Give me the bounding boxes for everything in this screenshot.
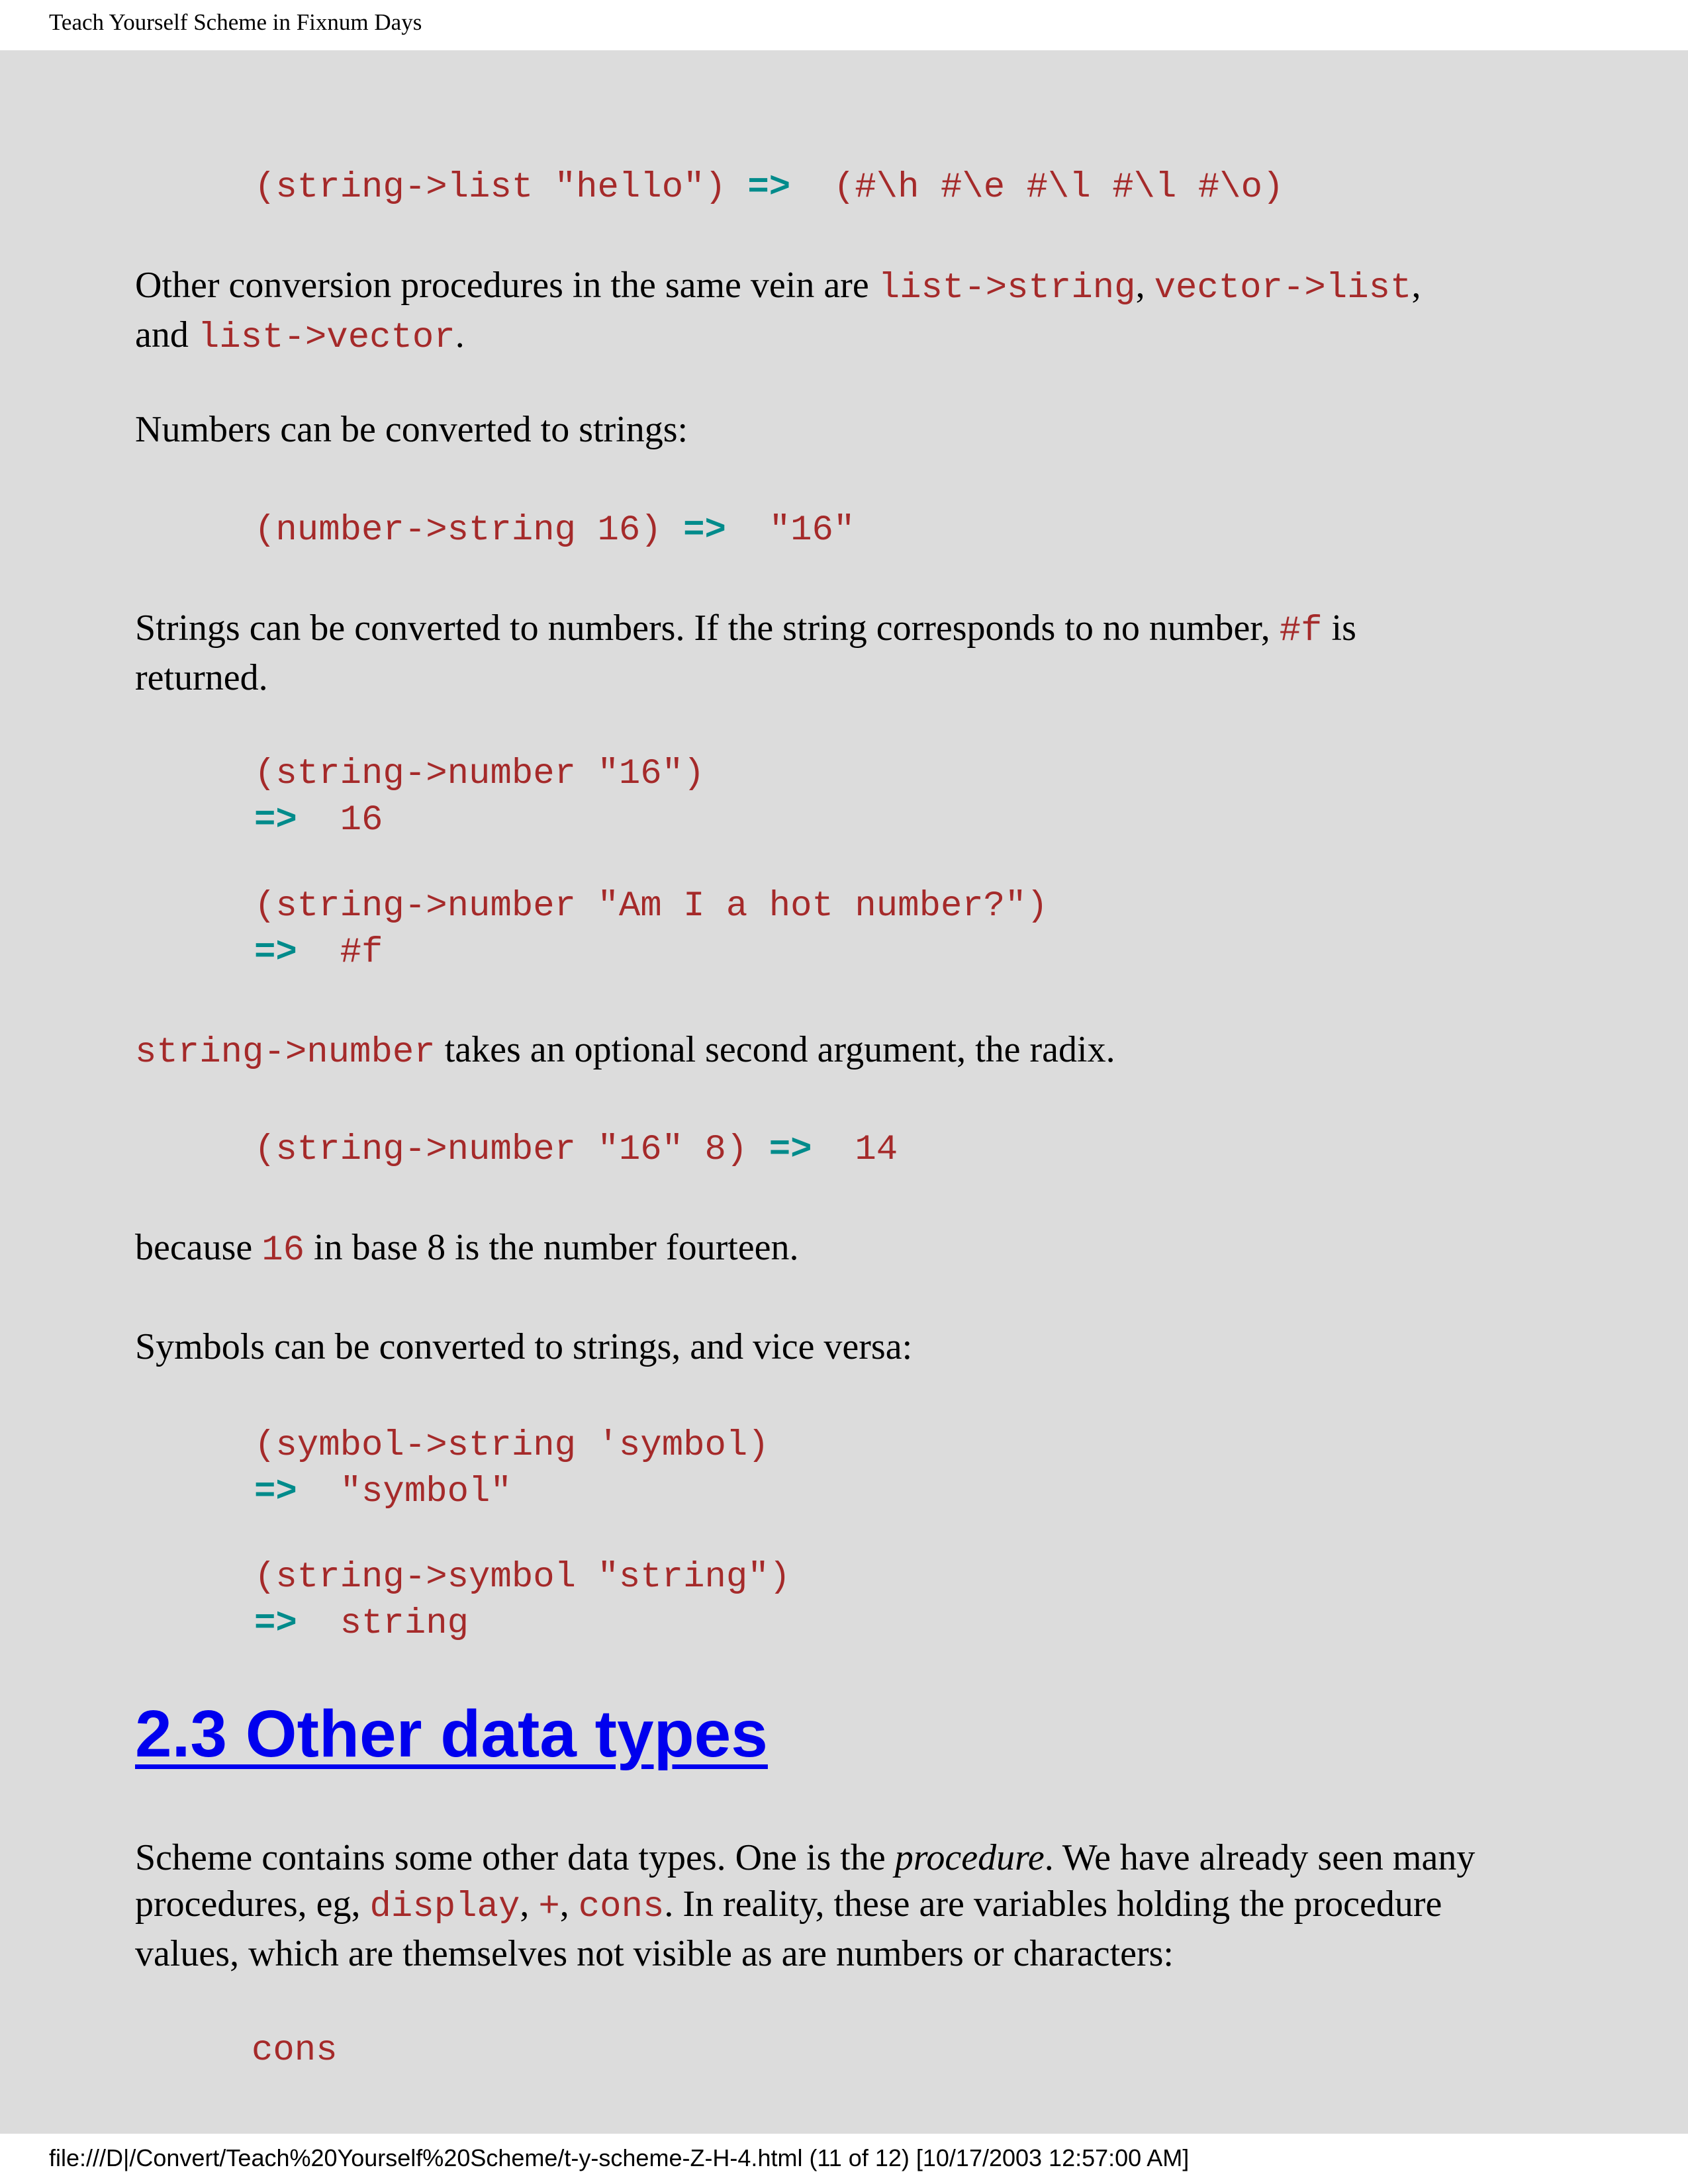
evaluates-to-arrow: => [683,510,726,551]
code-result: 14 [855,1130,898,1170]
paragraph-text: in base 8 is the number fourteen. [305,1227,799,1268]
paragraph-text: , [1411,265,1421,306]
code-string-to-number-radix [254,1127,898,1173]
paragraph-text: . In reality, these are variables holding the procedure [664,1884,1442,1925]
inline-code: list->string [878,268,1136,308]
code-expression: (string->symbol "string") [254,1557,791,1598]
code-expression: (string->number "16" 8) [254,1130,748,1170]
section-heading-link[interactable]: 2.3 Other data types [135,1697,768,1771]
paragraph-base-8 [135,1224,1558,1274]
paragraph-text: procedures, eg, [135,1884,370,1925]
paragraph-text: , [520,1884,539,1925]
code-string-to-symbol [254,1555,790,1647]
inline-code: string->number [135,1032,436,1073]
code-expression: (string->number "Am I a hot number?") [254,886,1048,927]
code-string-to-list [254,165,1284,211]
paragraph-text: . [455,314,465,355]
paragraph-conversion-procedures [135,262,1558,361]
paragraph-text: , [1135,265,1154,306]
paragraph-symbols-to-strings: Symbols can be converted to strings, and vice versa: [135,1326,913,1367]
evaluates-to-arrow: => [254,800,297,841]
paragraph-text: is [1322,608,1356,649]
paragraph-text: , [559,1884,579,1925]
inline-code: display [369,1887,520,1927]
paragraph-text: takes an optional second argument, the radix. [435,1029,1115,1070]
paragraph-numbers-to-strings: Numbers can be converted to strings: [135,409,688,450]
evaluates-to-arrow: => [747,167,791,208]
paragraph-other-data-types [135,1835,1558,1977]
inline-code: 16 [261,1230,305,1271]
content-area [0,50,1688,2134]
code-string-to-number-hot [254,884,1048,976]
inline-code: list->vector [197,318,455,358]
paragraph-text: values, which are themselves not visible as are numbers or characters: [135,1933,1174,1974]
code-expression: (number->string 16) [254,510,662,551]
code-expression: (string->number "16") [254,754,705,794]
code-result: "16" [769,510,855,551]
code-result: #f [340,933,383,973]
paragraph-text: . We have already seen many [1044,1837,1476,1878]
code-string-to-number-16 [254,751,705,844]
paragraph-text: and [135,314,198,355]
code-result: string [340,1604,469,1644]
code-result: "symbol" [340,1472,512,1512]
code-result: (#\h #\e #\l #\l #\o) [833,167,1284,208]
paragraph-text: because [135,1227,262,1268]
paragraph-text: returned. [135,657,268,698]
inline-code: #f [1279,611,1323,651]
code-result: 16 [340,800,383,841]
page-header [0,0,1688,50]
inline-code: vector->list [1154,268,1412,308]
page-footer-url: file:///D|/Convert/Teach%20Yourself%20Scheme/t-y-scheme-Z-H-4.html (11 of 12) [10/17/2003 12:57:00 AM] [49,2144,1190,2171]
evaluates-to-arrow: => [254,1604,297,1644]
paragraph-text: Strings can be converted to numbers. If the string corresponds to no number, [135,608,1280,649]
evaluates-to-arrow: => [769,1130,812,1170]
inline-code: cons [578,1887,665,1927]
evaluates-to-arrow: => [254,933,297,973]
code-cons: cons [252,2030,338,2071]
paragraph-strings-to-numbers [135,605,1558,701]
paragraph-text: Other conversion procedures in the same vein are [135,265,878,306]
emphasis: procedure [894,1837,1045,1878]
inline-code: + [538,1887,560,1927]
evaluates-to-arrow: => [254,1472,297,1512]
paragraph-radix [135,1026,1558,1076]
page-header-title: Teach Yourself Scheme in Fixnum Days [49,9,422,35]
code-symbol-to-string [254,1423,769,1516]
code-number-to-string [254,508,855,554]
page-footer [0,2134,1688,2184]
code-expression: (symbol->string 'symbol) [254,1426,769,1466]
code-expression: (string->list "hello") [254,167,726,208]
paragraph-text: Scheme contains some other data types. One is the [135,1837,895,1878]
